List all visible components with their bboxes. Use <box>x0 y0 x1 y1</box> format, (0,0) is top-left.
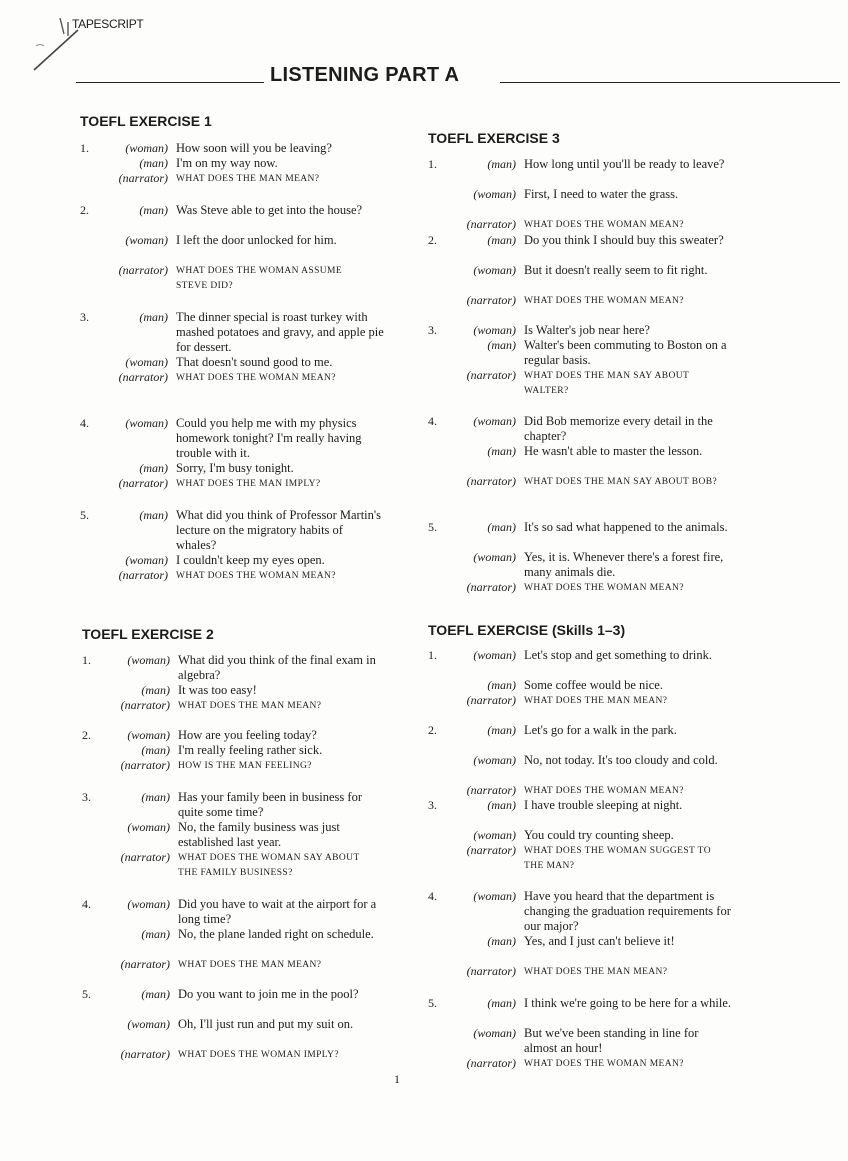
dialogue-item <box>428 889 731 979</box>
dialogue-item <box>82 987 382 1062</box>
dialogue-line <box>428 263 728 293</box>
dialogue-line <box>428 233 728 263</box>
dialogue-line <box>428 157 728 187</box>
line-text: Has your family been in business for quite some time? <box>178 790 362 819</box>
dialogue-line <box>428 520 728 550</box>
speaker-label: (narrator) <box>118 568 168 582</box>
narrator-question <box>80 263 380 293</box>
narrator-question <box>80 171 380 186</box>
item-number: 5. <box>428 996 437 1010</box>
speaker-label: (woman) <box>473 753 516 767</box>
line-text: It's so sad what happened to the animals. <box>524 520 728 534</box>
exercise-title: TOEFL EXERCISE (Skills 1–3) <box>428 622 626 638</box>
speaker-label: (narrator) <box>466 843 516 857</box>
line-text: Sorry, I'm busy tonight. <box>176 461 294 475</box>
line-text: He wasn't able to master the lesson. <box>524 444 703 458</box>
narrator-question <box>80 476 380 491</box>
narrator-question <box>80 370 380 385</box>
dialogue-line <box>428 648 728 678</box>
dialogue-item <box>80 141 380 186</box>
item-number: 1. <box>80 141 89 155</box>
question-text: WHAT DOES THE WOMAN MEAN? <box>176 571 336 581</box>
header-label: TAPESCRIPT <box>72 17 144 31</box>
dialogue-line <box>428 996 732 1026</box>
speaker-label: (narrator) <box>466 783 516 797</box>
line-text: You could try counting sheep. <box>524 828 674 842</box>
line-text: No, not today. It's too cloudy and cold. <box>524 753 718 767</box>
line-text: I couldn't keep my eyes open. <box>176 553 325 567</box>
question-text: WHAT DOES THE MAN MEAN? <box>178 701 322 711</box>
dialogue-item <box>80 508 380 583</box>
line-text: No, the plane landed right on schedule. <box>178 927 374 941</box>
dialogue-line <box>82 927 382 957</box>
speaker-label: (narrator) <box>120 698 170 712</box>
speaker-label: (woman) <box>473 648 516 662</box>
dialogue-line <box>80 508 380 553</box>
dialogue-item <box>82 653 382 713</box>
dialogue-line <box>80 553 380 568</box>
speaker-label: (man) <box>141 790 170 804</box>
speaker-label: (man) <box>139 508 168 522</box>
speaker-label: (woman) <box>125 141 168 155</box>
speaker-label: (woman) <box>125 553 168 567</box>
speaker-label: (narrator) <box>466 1056 516 1070</box>
narrator-question <box>428 474 728 489</box>
item-number: 4. <box>82 897 91 911</box>
line-text: Did you have to wait at the airport for a long time? <box>178 897 377 926</box>
line-text: Let's stop and get something to drink. <box>524 648 712 662</box>
speaker-label: (narrator) <box>466 217 516 231</box>
speaker-label: (man) <box>487 723 516 737</box>
question-text: WHAT DOES THE MAN MEAN? <box>524 696 668 706</box>
narrator-question <box>428 693 728 708</box>
question-text: WHAT DOES THE WOMAN MEAN? <box>524 583 684 593</box>
dialogue-line <box>428 678 728 693</box>
speaker-label: (man) <box>487 444 516 458</box>
speaker-label: (man) <box>487 798 516 812</box>
item-number: 1. <box>82 653 91 667</box>
speaker-label: (woman) <box>473 550 516 564</box>
line-text: Is Walter's job near here? <box>524 323 650 337</box>
line-text: First, I need to water the grass. <box>524 187 679 201</box>
dialogue-line <box>80 416 380 461</box>
narrator-question <box>428 783 728 798</box>
line-text: How soon will you be leaving? <box>176 141 332 155</box>
speaker-label: (man) <box>139 203 168 217</box>
speaker-label: (man) <box>141 743 170 757</box>
item-number: 5. <box>428 520 437 534</box>
speaker-label: (woman) <box>473 1026 516 1040</box>
question-text: WHAT DOES THE WOMAN MEAN? <box>176 373 336 383</box>
line-text: Could you help me with my physics homework tonight? I'm really having trouble with it. <box>176 416 362 460</box>
exercise-title: TOEFL EXERCISE 3 <box>428 130 560 146</box>
dialogue-line <box>428 187 728 217</box>
dialogue-line <box>80 355 380 370</box>
speaker-label: (woman) <box>127 728 170 742</box>
dialogue-line <box>82 728 382 743</box>
question-text: WHAT DOES THE WOMAN MEAN? <box>524 1059 684 1069</box>
dialogue-item <box>428 996 732 1071</box>
speaker-label: (woman) <box>473 263 516 277</box>
speaker-label: (man) <box>141 683 170 697</box>
speaker-label: (woman) <box>127 897 170 911</box>
dialogue-line <box>428 338 728 368</box>
dialogue-item <box>80 310 384 385</box>
question-text: WHAT DOES THE WOMAN ASSUME STEVE DID? <box>176 266 343 291</box>
narrator-question <box>82 698 382 713</box>
dialogue-line <box>80 203 380 233</box>
dialogue-line <box>82 790 382 820</box>
line-text: What did you think of Professor Martin's lecture on the migratory habits of whales? <box>176 508 382 552</box>
narrator-question <box>428 293 728 308</box>
item-number: 2. <box>80 203 89 217</box>
dialogue-item <box>82 728 382 773</box>
dialogue-line <box>82 683 382 698</box>
narrator-question <box>82 957 382 972</box>
dialogue-item <box>428 233 728 308</box>
question-text: WHAT DOES THE WOMAN MEAN? <box>524 786 684 796</box>
line-text: What did you think of the final exam in algebra? <box>178 653 376 682</box>
question-text: WHAT DOES THE MAN SAY ABOUT WALTER? <box>524 371 690 396</box>
dialogue-item <box>428 520 728 595</box>
line-text: That doesn't sound good to me. <box>176 355 333 369</box>
dialogue-line <box>80 141 380 156</box>
line-text: I think we're going to be here for a while. <box>524 996 732 1010</box>
question-text: WHAT DOES THE WOMAN MEAN? <box>524 296 684 306</box>
speaker-label: (man) <box>141 987 170 1001</box>
line-text: I'm on my way now. <box>176 156 278 170</box>
question-text: WHAT DOES THE MAN MEAN? <box>176 174 320 184</box>
line-text: Yes, it is. Whenever there's a forest fire, many animals die. <box>524 550 724 579</box>
speaker-label: (man) <box>487 338 516 352</box>
line-text: I have trouble sleeping at night. <box>524 798 683 812</box>
dialogue-item <box>82 897 382 972</box>
line-text: Oh, I'll just run and put my suit on. <box>178 1017 354 1031</box>
speaker-label: (narrator) <box>466 693 516 707</box>
dialogue-item <box>428 723 728 798</box>
narrator-question <box>428 1056 728 1071</box>
line-text: But it doesn't really seem to fit right. <box>524 263 708 277</box>
item-number: 3. <box>82 790 91 804</box>
speaker-label: (man) <box>487 157 516 171</box>
narrator-question <box>428 843 728 873</box>
dialogue-line <box>428 323 728 338</box>
dialogue-item <box>428 157 728 232</box>
dialogue-line <box>82 820 382 850</box>
line-text: It was too easy! <box>178 683 257 697</box>
exercise-title: TOEFL EXERCISE 2 <box>82 626 214 642</box>
line-text: I'm really feeling rather sick. <box>178 743 323 757</box>
line-text: I left the door unlocked for him. <box>176 233 337 247</box>
narrator-question <box>82 1047 382 1062</box>
item-number: 4. <box>428 889 437 903</box>
question-text: WHAT DOES THE MAN SAY ABOUT BOB? <box>524 477 718 487</box>
item-number: 1. <box>428 157 437 171</box>
speaker-label: (narrator) <box>120 1047 170 1061</box>
item-number: 4. <box>80 416 89 430</box>
item-number: 3. <box>428 798 437 812</box>
speaker-label: (narrator) <box>466 368 516 382</box>
speaker-label: (woman) <box>473 323 516 337</box>
narrator-question <box>82 850 382 880</box>
dialogue-line <box>428 798 728 828</box>
speaker-label: (narrator) <box>120 957 170 971</box>
question-text: HOW IS THE MAN FEELING? <box>178 761 312 771</box>
speaker-label: (narrator) <box>120 758 170 772</box>
exercise-title: TOEFL EXERCISE 1 <box>80 113 212 129</box>
line-text: Let's go for a walk in the park. <box>524 723 677 737</box>
speaker-label: (woman) <box>127 653 170 667</box>
narrator-question <box>428 580 728 595</box>
dialogue-line <box>428 828 728 843</box>
speaker-label: (narrator) <box>118 370 168 384</box>
narrator-question <box>80 568 380 583</box>
question-text: WHAT DOES THE WOMAN IMPLY? <box>178 1050 339 1060</box>
item-number: 4. <box>428 414 437 428</box>
speaker-label: (man) <box>139 310 168 324</box>
item-number: 3. <box>80 310 89 324</box>
dialogue-line <box>428 414 728 444</box>
dialogue-line <box>428 444 728 474</box>
line-text: Did Bob memorize every detail in the chapter? <box>524 414 713 443</box>
line-text: Yes, and I just can't believe it! <box>524 934 675 948</box>
dialogue-line <box>80 156 380 171</box>
speaker-label: (narrator) <box>118 171 168 185</box>
dialogue-item <box>428 798 728 873</box>
question-text: WHAT DOES THE WOMAN MEAN? <box>524 220 684 230</box>
speaker-label: (man) <box>139 461 168 475</box>
narrator-question <box>428 368 728 398</box>
item-number: 5. <box>82 987 91 1001</box>
speaker-label: (man) <box>487 233 516 247</box>
speaker-label: (woman) <box>125 355 168 369</box>
speaker-label: (narrator) <box>118 476 168 490</box>
item-number: 1. <box>428 648 437 662</box>
speaker-label: (narrator) <box>466 293 516 307</box>
speaker-label: (man) <box>139 156 168 170</box>
page-number: 1 <box>394 1072 400 1086</box>
line-text: Do you want to join me in the pool? <box>178 987 359 1001</box>
line-text: Walter's been commuting to Boston on a regular basis. <box>524 338 727 367</box>
speaker-label: (woman) <box>125 416 168 430</box>
speaker-label: (narrator) <box>466 474 516 488</box>
dialogue-item <box>428 323 728 398</box>
speaker-label: (woman) <box>473 187 516 201</box>
line-text: The dinner special is roast turkey with mashed potatoes and gravy, and apple pie for dessert. <box>176 310 384 354</box>
title-rule-right <box>500 82 840 83</box>
speaker-label: (woman) <box>473 828 516 842</box>
dialogue-line <box>428 934 728 964</box>
speaker-label: (man) <box>487 520 516 534</box>
item-number: 3. <box>428 323 437 337</box>
dialogue-line <box>82 743 382 758</box>
section-title-bar <box>76 64 836 90</box>
item-number: 2. <box>428 723 437 737</box>
item-number: 5. <box>80 508 89 522</box>
line-text: How long until you'll be ready to leave? <box>524 157 725 171</box>
line-text: Have you heard that the department is changing the graduation requirements for our major? <box>524 889 731 933</box>
dialogue-line <box>428 550 728 580</box>
line-text: Was Steve able to get into the house? <box>176 203 363 217</box>
speaker-label: (man) <box>487 996 516 1010</box>
speaker-label: (man) <box>141 927 170 941</box>
dialogue-item <box>428 414 728 489</box>
question-text: WHAT DOES THE WOMAN SUGGEST TO THE MAN? <box>524 846 711 871</box>
speaker-label: (narrator) <box>120 850 170 864</box>
line-text: No, the family business was just established last year. <box>178 820 340 849</box>
item-number: 2. <box>82 728 91 742</box>
line-text: Do you think I should buy this sweater? <box>524 233 724 247</box>
line-text: But we've been standing in line for almost an hour! <box>524 1026 699 1055</box>
speaker-label: (woman) <box>473 889 516 903</box>
dialogue-line <box>80 233 380 263</box>
item-number: 2. <box>428 233 437 247</box>
narrator-question <box>428 217 728 232</box>
dialogue-line <box>428 889 731 934</box>
dialogue-line <box>428 753 728 783</box>
dialogue-line <box>82 987 382 1017</box>
line-text: How are you feeling today? <box>178 728 317 742</box>
speaker-label: (man) <box>487 678 516 692</box>
speaker-label: (man) <box>487 934 516 948</box>
question-text: WHAT DOES THE MAN MEAN? <box>178 960 322 970</box>
speaker-label: (woman) <box>473 414 516 428</box>
question-text: WHAT DOES THE WOMAN SAY ABOUT THE FAMILY BUSINESS? <box>178 853 360 878</box>
question-text: WHAT DOES THE MAN MEAN? <box>524 967 668 977</box>
narrator-question <box>428 964 728 979</box>
speaker-label: (narrator) <box>466 580 516 594</box>
dialogue-line <box>80 310 384 355</box>
dialogue-line <box>82 897 382 927</box>
section-title: LISTENING PART A <box>270 64 460 86</box>
speaker-label: (narrator) <box>118 263 168 277</box>
speaker-label: (woman) <box>125 233 168 247</box>
dialogue-item <box>80 203 380 293</box>
speaker-label: (narrator) <box>466 964 516 978</box>
dialogue-line <box>428 723 728 753</box>
dialogue-line <box>82 1017 382 1047</box>
dialogue-item <box>428 648 728 708</box>
speaker-label: (woman) <box>127 1017 170 1031</box>
question-text: WHAT DOES THE MAN IMPLY? <box>176 479 321 489</box>
dialogue-item <box>80 416 380 491</box>
dialogue-line <box>80 461 380 476</box>
dialogue-line <box>82 653 382 683</box>
speaker-label: (woman) <box>127 820 170 834</box>
dialogue-item <box>82 790 382 880</box>
dialogue-line <box>428 1026 728 1056</box>
title-rule-left <box>76 82 264 83</box>
line-text: Some coffee would be nice. <box>524 678 663 692</box>
narrator-question <box>82 758 382 773</box>
